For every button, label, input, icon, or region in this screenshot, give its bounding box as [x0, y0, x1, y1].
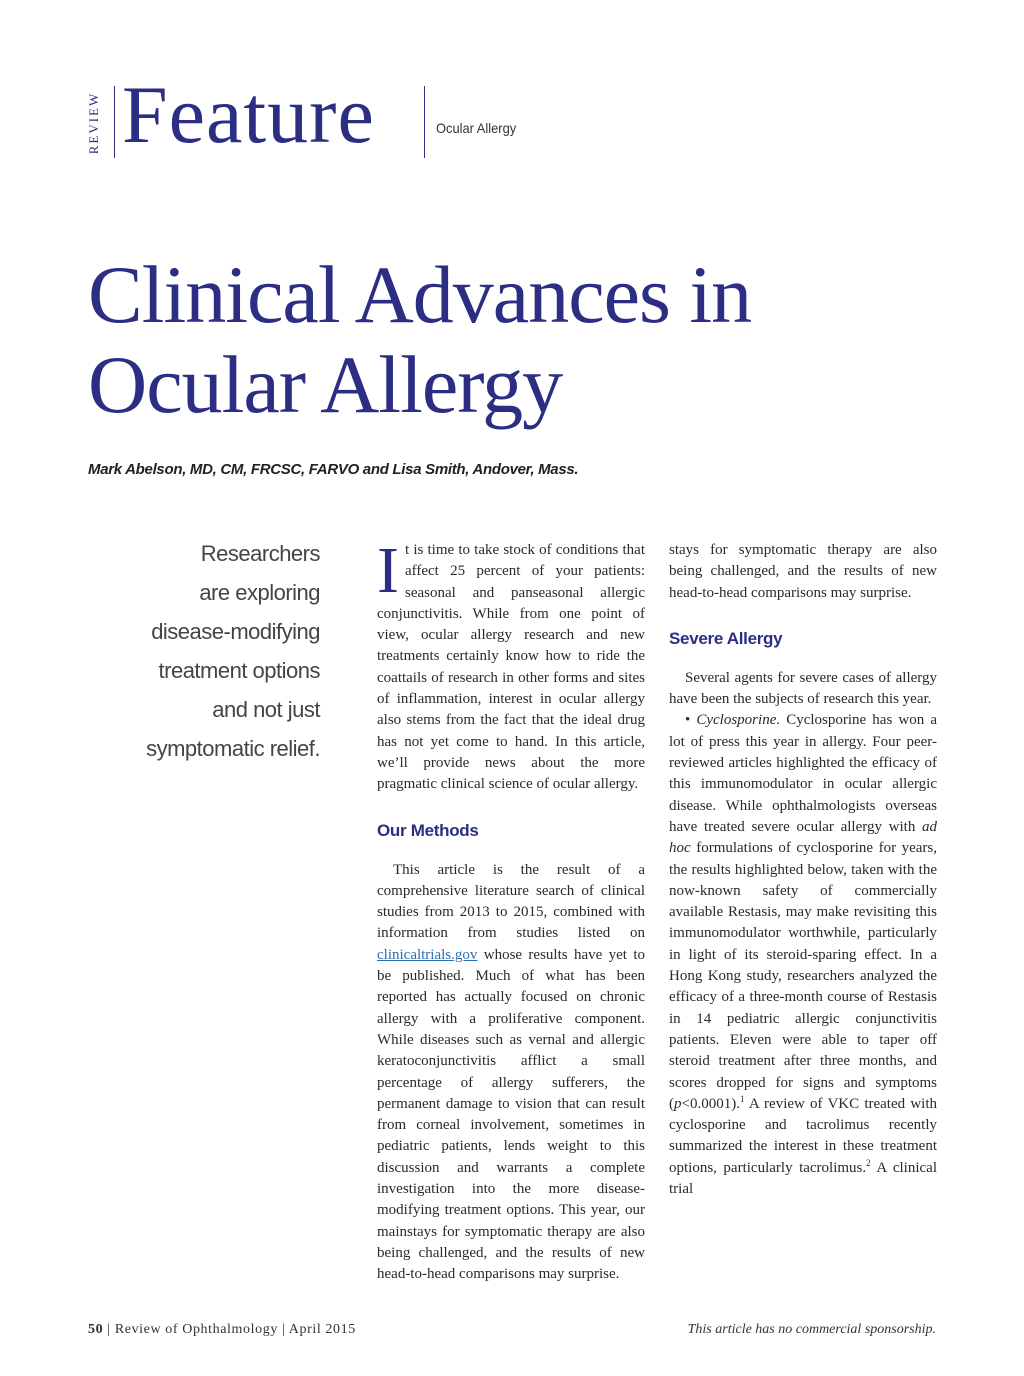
pull-quote-line: symptomatic relief.: [146, 736, 320, 761]
section-topic: Ocular Allergy: [436, 120, 517, 136]
intro-paragraph: [377, 534, 645, 796]
pull-quote: [100, 534, 320, 768]
cyclo-text-a: Cyclosporine has won a lot of press this year in allergy. Four peer-reviewed articles highlighted the efficacy of this immunomodulator in ocular allergic disease. While ophthalmologists overseas have treated severe ocular allergy with: [669, 712, 937, 835]
severe-paragraph: Several agents for severe cases of allergy have been the subjects of research this year.: [669, 669, 937, 708]
intro-text: t is time to take stock of conditions that affect 25 percent of your patients: seasonal and panseasonal allergic conjunctivitis. While from one point of view, ocular allergy research and new treatments certainly know how to ride the coattails of research in other forms and sites of inflammation, interest in ocular allergy also stems from the fact that the ideal drug has not yet come to hand. In this article, we’ll provide news about the more pragmatic clinical science of ocular allergy.: [377, 542, 645, 793]
header-rule-right: [424, 86, 425, 158]
heading-severe-allergy: Severe Allergy: [669, 628, 783, 648]
methods-text-a: This article is the result of a comprehensive literature search of clinical studies from 2013 to 2015, combined with information from studies listed on: [377, 861, 645, 942]
page-number: 50: [88, 1322, 104, 1337]
sponsorship-note: This article has no commercial sponsorship.: [687, 1322, 936, 1337]
methods-paragraph: [377, 860, 645, 1283]
ad-hoc-term: ad hoc: [669, 818, 937, 857]
article-title: Clinical Advances in Ocular Allergy: [88, 249, 752, 430]
body-column-2: [669, 540, 937, 1200]
reference-1: 1: [739, 1093, 745, 1104]
heading-our-methods: Our Methods: [377, 820, 479, 840]
pull-quote-line: and not just: [212, 697, 320, 722]
p-symbol: p: [674, 1095, 682, 1112]
pull-quote-line: disease-modifying: [151, 619, 320, 644]
methods-continued: stays for symptomatic therapy are also being challenged, and the results of new head-to-head comparisons may surprise.: [669, 542, 937, 601]
body-column-1: [377, 534, 645, 1283]
methods-text-b: whose results have yet to be published. Much of what has been reported has actually focused on chronic allergy with a proliferative component. While diseases such as vernal and allergic keratoconjunctivitis afflict a small percentage of allergy sufferers, the permanent damage to vision that can result from corneal involvement, sometimes in pediatric patients, lends weight to this discussion and warrants a complete investigation into the more disease-modifying treatment options. This year, our mainstays for symptomatic therapy are also being challenged, and the results of new head-to-head comparisons may surprise.: [377, 946, 645, 1283]
review-vertical-label: [84, 88, 104, 158]
cyclo-text-b: formulations of cyclosporine for years, the results highlighted below, taken with the now-known safety of commercially available Restasis, may make revisiting this immunomodulator worthwhile, particularly in light of its steroid-sparing effect. In a Hong Kong study, researchers analyzed the efficacy of a three-month course of Restasis in 14 pediatric allergic conjunctivitis patients. Eleven were able to taper off steroid treatment after three months, and scores dropped for signs and symptoms (: [669, 840, 937, 1112]
cyclo-text-c: A review of VKC treated with cyclosporine and tacrolimus recently summarized the interest in these treatment options, particularly tacrolimus.: [669, 1095, 937, 1176]
bullet: •: [685, 712, 697, 729]
review-label-text: REVIEW: [86, 91, 101, 155]
pull-quote-line: are exploring: [199, 580, 320, 605]
cyclo-text-d: A clinical trial: [669, 1159, 937, 1198]
clinicaltrials-link[interactable]: clinicaltrials.gov: [377, 946, 478, 963]
article-authors: Mark Abelson, MD, CM, FRCSC, FARVO and Lisa Smith, Andover, Mass.: [88, 461, 579, 478]
reference-2: 2: [866, 1157, 871, 1168]
pull-quote-line: treatment options: [158, 658, 320, 683]
pull-quote-line: Researchers: [200, 541, 320, 566]
cyclosporine-paragraph: [669, 710, 937, 1200]
header-rule-left: [114, 86, 115, 158]
issue-date: April 2015: [288, 1322, 356, 1337]
p-value: <0.0001).: [681, 1095, 740, 1112]
footer-left: 50 | Review of Ophthalmology | April 2015: [88, 1322, 356, 1337]
section-title: Feature: [122, 69, 375, 160]
journal-name: Review of Ophthalmology: [114, 1322, 278, 1337]
drop-cap: I: [377, 534, 399, 607]
cyclosporine-term: Cyclosporine.: [696, 712, 781, 729]
